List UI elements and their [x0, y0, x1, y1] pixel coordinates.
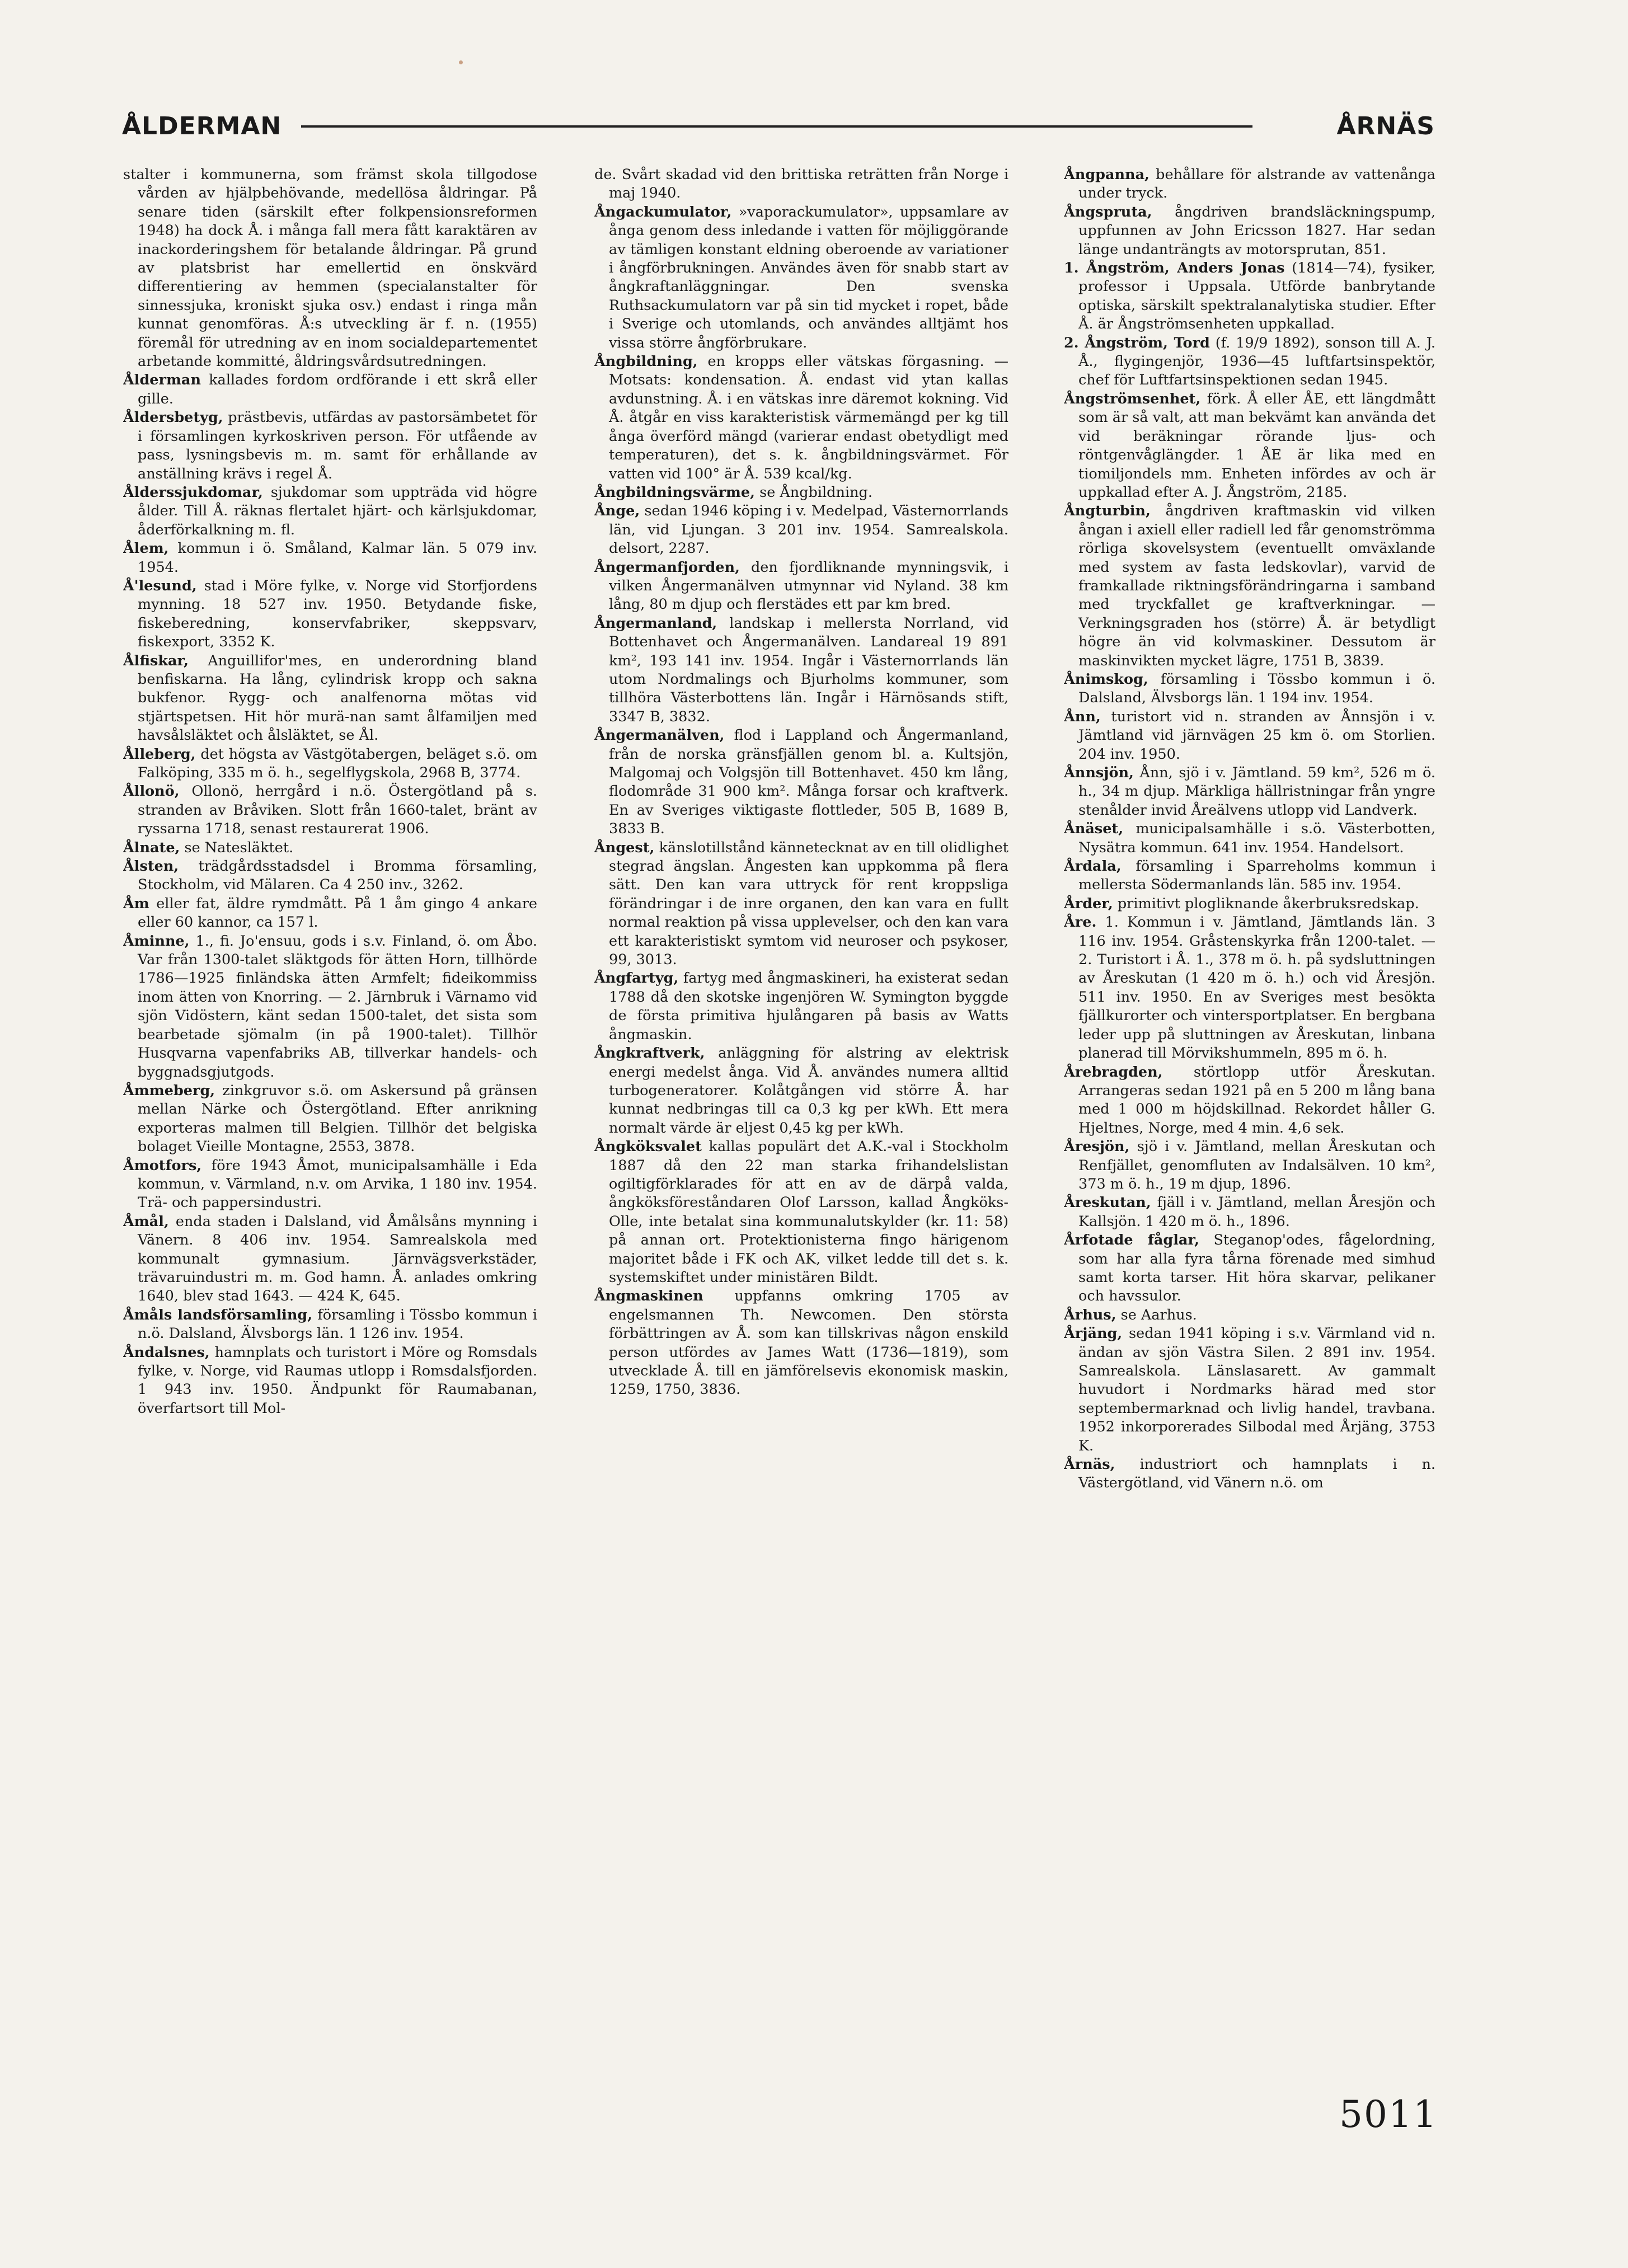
- dictionary-entry: [123, 1213, 537, 1306]
- entry-text: ångdriven brandsläckningspump, uppfunnen av John Ericsson 1827. Har sedan länge undanträngts av motorsprutan, 851.: [1078, 203, 1435, 258]
- dictionary-entry: [123, 745, 537, 783]
- column-3: [1064, 166, 1435, 2029]
- entry-headword: Ållonö,: [123, 783, 180, 800]
- entry-text: kallas populärt det A.K.-val i Stockholm 1887 då den 22 man starka frihandelslistan ogiltigförklarades för att en av de därpå valda, ångköksföreståndaren Olof Larsson, kallad Ångköks-Olle, inte betalat sina kommunalutskylder (kr. 11: 58) på annan ort. Protektionisterna fingo härigenom majoritet både i FK och AK, vilket ledde till det s. k. systemskiftet under ministären Bildt.: [609, 1138, 1008, 1286]
- entry-text: sjö i v. Jämtland, mellan Åreskutan och Renfjället, genomfluten av Indalsälven. 10 km², 373 m ö. h., 19 m djup, 1896.: [1078, 1138, 1435, 1192]
- entry-text: församling i Tössbo kommun i ö. Dalsland, Älvsborgs län. 1 194 inv. 1954.: [1078, 670, 1435, 707]
- entry-headword: Åm: [123, 895, 149, 912]
- dictionary-entry: [123, 408, 537, 483]
- entry-headword: Ångermanälven,: [594, 727, 725, 744]
- entry-headword: Årdala,: [1064, 858, 1122, 875]
- dictionary-entry: [123, 857, 537, 895]
- entry-headword: Ånäset,: [1064, 820, 1124, 838]
- entry-text: trädgårdsstadsdel i Bromma församling, Stockholm, vid Mälaren. Ca 4 250 inv., 3262.: [138, 858, 537, 894]
- entry-headword: Ånn,: [1064, 708, 1101, 725]
- entry-text: anläggning för alstring av elektrisk energi medelst ånga. Vid Å. användes numera alltid turbogeneratorer. Kolåtgången vid större Å. har kunnat nedbringas till ca 0,3 kg per kWh. Ett mera normalt värde är eljest 0,45 kg per kWh.: [609, 1045, 1008, 1137]
- print-dot: [459, 60, 463, 64]
- entry-text: turistort vid n. stranden av Ånnsjön i v. Jämtland vid järnvägen 25 km ö. om Storlien. 204 inv. 1950.: [1078, 708, 1435, 763]
- entry-headword: Å'lesund,: [123, 577, 197, 594]
- entry-text: sedan 1946 köping i v. Medelpad, Västernorrlands län, vid Ljungan. 3 201 inv. 1954. Samrealskola. delsort, 2287.: [609, 503, 1008, 557]
- dictionary-entry: [594, 502, 1008, 558]
- dictionary-entry: [123, 1082, 537, 1157]
- dictionary-entry: [123, 1306, 537, 1344]
- entry-text: enda staden i Dalsland, vid Åmålsåns mynning i Vänern. 8 406 inv. 1954. Samrealskola med kommunalt gymnasium. Järnvägsverkstäder, trävaruindustri m. m. God hamn. Å. anlades omkring 1640, blev stad 1643. — 424 K, 645.: [138, 1213, 537, 1305]
- dictionary-entry: [1064, 1063, 1435, 1138]
- dictionary-entry: [123, 539, 537, 577]
- dictionary-entry: [594, 1138, 1008, 1287]
- entry-headword: Ångströmsenhet,: [1064, 390, 1201, 407]
- entry-text: ångdriven kraftmaskin vid vilken ångan i axiell eller radiell led får genomströmma rörliga skovelsystem (eventuellt omväxlande med system av fasta ledskovlar), varvid de framkallade riktningsförändringarna i samband med tryckfallet ge kraftverkningar. — Verkningsgraden hos (större) Å. är betydligt högre än vid kolvmaskiner. Dessutom är maskinvikten mycket lägre, 1751 B, 3839.: [1078, 503, 1435, 669]
- entry-headword: Ålnate,: [123, 839, 180, 856]
- entry-headword: Ångermanfjorden,: [594, 558, 740, 576]
- entry-text: Ollonö, herrgård i n.ö. Östergötland på s. stranden av Bråviken. Slott från 1660-talet, bränt av ryssarna 1718, senast restaurerat 1906.: [138, 783, 537, 838]
- dictionary-entry: [594, 1044, 1008, 1138]
- entry-headword: 1. Ångström, Anders Jonas: [1064, 260, 1285, 277]
- entry-text: landskap i mellersta Norrland, vid Bottenhavet och Ångermanälven. Landareal 19 891 km², 193 141 inv. 1954. Ingår i Västernorrlands län utom Nordmalings och Bjurholms kommuner, som tillhöra Västerbottens län. Ingår i Härnösands stift, 3347 B, 3832.: [609, 614, 1008, 725]
- dictionary-entry: [594, 483, 1008, 502]
- dictionary-entry: [123, 371, 537, 408]
- entry-text: (f. 19/9 1892), sonson till A. J. Å., flygingenjör, 1936—45 luftfartsinspektör, chef för Luftfartsinspektionen sedan 1945.: [1078, 334, 1435, 389]
- entry-headword: Ångbildningsvärme,: [594, 483, 755, 501]
- entry-headword: Ålderman: [123, 372, 201, 389]
- dictionary-entry: [1064, 390, 1435, 502]
- entry-text: hamnplats och turistort i Möre og Romsdals fylke, v. Norge, vid Raumas utlopp i Romsdalsfjorden. 1 943 inv. 1950. Ändpunkt för Raumabanan, överfartsort till Mol-: [138, 1344, 537, 1417]
- entry-headword: Åre.: [1064, 914, 1097, 931]
- entry-headword: Ålderssjukdomar,: [123, 483, 263, 501]
- entry-text: förk. Å eller ÅE, ett längdmått som är så valt, att man bekvämt kan använda det vid beräkningar rörande ljus- och röntgenvåglängder. 1 ÅE är lika med en tiomiljondels mm. Enheten infördes av och är uppkallad efter A. J. Ångström, 2185.: [1078, 390, 1435, 501]
- dictionary-entry: [1064, 764, 1435, 820]
- entry-text: de. Svårt skadad vid den brittiska reträtten från Norge i maj 1940.: [594, 166, 1008, 202]
- entry-headword: Årjäng,: [1064, 1325, 1123, 1342]
- entry-headword: Årebragden,: [1064, 1063, 1163, 1081]
- dictionary-entry: [123, 166, 537, 371]
- entry-headword: Ålleberg,: [123, 745, 196, 763]
- entry-text: före 1943 Åmot, municipalsamhälle i Eda kommun, v. Värmland, n.v. om Arvika, 1 180 inv. 1954. Trä- och pappersindustri.: [138, 1157, 537, 1212]
- entry-text: behållare för alstrande av vattenånga under tryck.: [1078, 166, 1435, 202]
- entry-text: kommun i ö. Småland, Kalmar län. 5 079 inv. 1954.: [138, 540, 537, 576]
- entry-text: känslotillstånd kännetecknat av en till olidlighet stegrad ängslan. Ångesten kan uppkomma på flera sätt. Den kan vara uttryck för rent kroppsliga förändringar i de inre organen, den kan vara en fullt normal reaktion på vissa upplevelser, och den kan vara ett karakteristiskt symtom vid neuroser och psykoser, 99, 3013.: [609, 839, 1008, 969]
- entry-headword: Ångfartyg,: [594, 970, 679, 987]
- entry-headword: Ångbildning,: [594, 353, 698, 370]
- dictionary-entry: [1064, 1231, 1435, 1306]
- dictionary-entry: [594, 166, 1008, 203]
- entry-headword: Ålfiskar,: [123, 652, 189, 669]
- dictionary-entry: [123, 1344, 537, 1419]
- entry-text: den fjordliknande mynningsvik, i vilken Ångermanälven utmynnar vid Nyland. 38 km lång, 80 m djup och flerstädes ett par km bred.: [609, 558, 1008, 613]
- dictionary-entry: [594, 839, 1008, 970]
- column-2: [594, 166, 1008, 2029]
- entry-headword: Ångköksvalet: [594, 1138, 702, 1156]
- header-first-word: ÅLDERMAN: [122, 112, 282, 140]
- entry-headword: 2. Ångström, Tord: [1064, 334, 1210, 351]
- entry-text: se Aarhus.: [1116, 1306, 1197, 1323]
- entry-text: prästbevis, utfärdas av pastorsämbetet för i församlingen kyrkoskriven person. För utfående av pass, lysningsbevis m. m. samt för erhållande av anställning krävs i regel Å.: [138, 409, 537, 482]
- entry-text: flod i Lappland och Ångermanland, från de norska gränsfjällen genom bl. a. Kultsjön, Malgomaj och Volgsjön till Bottenhavet. 450 km lång, flodområde 31 900 km². Många forsar och kraftverk. En av Sveriges viktigaste flottleder, 505 B, 1689 B, 3833 B.: [609, 727, 1008, 838]
- entry-headword: Ånnsjön,: [1064, 764, 1134, 781]
- entry-headword: Ångturbin,: [1064, 503, 1151, 520]
- dictionary-entry: [1064, 166, 1435, 203]
- column-1: [123, 166, 537, 2029]
- header-last-word: ÅRNÄS: [1336, 112, 1435, 140]
- dictionary-entry: [1064, 203, 1435, 259]
- dictionary-entry: [1064, 1306, 1435, 1325]
- dictionary-entry: [123, 782, 537, 838]
- dictionary-entry: [594, 353, 1008, 483]
- dictionary-entry: [1064, 820, 1435, 857]
- dictionary-entry: [1064, 1194, 1435, 1231]
- entry-text: sjukdomar som uppträda vid högre ålder. Till Å. räknas flertalet hjärt- och kärlsjukdomar, åderförkalkning m. fl.: [138, 483, 537, 538]
- entry-headword: Ångermanland,: [594, 614, 717, 632]
- dictionary-entry: [1064, 334, 1435, 390]
- entry-text: 1. Kommun i v. Jämtland, Jämtlands län. 3 116 inv. 1954. Gråstenskyrka från 1200-talet. — 2. Turistort i Å. 1., 378 m ö. h. på sydsluttningen av Åreskutan (1 420 m ö. h.) och vid Åresjön. 511 inv. 1950. En av Sveriges mest besökta fjällkurorter och vintersportplatser. En bergbana leder upp på sluttningen av Åreskutan, linbana planerad till Mörvikshummeln, 895 m ö. h.: [1078, 914, 1435, 1062]
- dictionary-entry: [123, 577, 537, 652]
- entry-headword: Årnäs,: [1064, 1456, 1115, 1473]
- running-header: [122, 110, 1435, 143]
- entry-text: primitivt plogliknande åkerbruksredskap.: [1113, 895, 1419, 912]
- entry-headword: Åldersbetyg,: [123, 409, 223, 426]
- entry-headword: Åminne,: [123, 932, 190, 950]
- entry-text: (1814—74), fysiker, professor i Uppsala. Utförde banbrytande optiska, särskilt spektralanalytiska studier. Efter Å. är Ångströmsenheten uppkallad.: [1078, 260, 1435, 333]
- entry-headword: Ålsten,: [123, 858, 179, 875]
- entry-headword: Åreskutan,: [1064, 1194, 1151, 1212]
- dictionary-entry: [1064, 1455, 1435, 1493]
- entry-text: municipalsamhälle i s.ö. Västerbotten, Nysätra kommun. 641 inv. 1954. Handelsort.: [1078, 820, 1435, 856]
- entry-text: stad i Möre fylke, v. Norge vid Storfjordens mynning. 18 527 inv. 1950. Betydande fiske, fiskeberedning, konservfabriker, skeppsvarv, fiskexport, 3352 K.: [138, 577, 537, 651]
- entry-headword: Ångspruta,: [1064, 203, 1152, 220]
- entry-headword: Ålem,: [123, 540, 169, 557]
- entry-headword: Århus,: [1064, 1306, 1116, 1323]
- entry-text: fartyg med ångmaskineri, ha existerat sedan 1788 då den skotske ingenjören W. Symington byggde de första primitiva hjulångaren på basis av Watts ångmaskin.: [609, 970, 1008, 1043]
- entry-text: eller fat, äldre rymdmått. På 1 åm gingo 4 ankare eller 60 kannor, ca 157 l.: [138, 895, 537, 931]
- entry-text: församling i Sparreholms kommun i mellersta Södermanlands län. 585 inv. 1954.: [1078, 858, 1435, 894]
- dictionary-entry: [1064, 708, 1435, 764]
- entry-headword: Ångmaskinen: [594, 1288, 703, 1305]
- dictionary-entry: [1064, 670, 1435, 708]
- entry-headword: Ångest,: [594, 839, 655, 856]
- entry-text: kallades fordom ordförande i ett skrå eller gille.: [138, 372, 537, 407]
- entry-text: församling i Tössbo kommun i n.ö. Dalsland, Älvsborgs län. 1 126 inv. 1954.: [138, 1306, 537, 1342]
- dictionary-entry: [594, 558, 1008, 614]
- dictionary-entry: [1064, 259, 1435, 334]
- entry-text: stalter i kommunerna, som främst skola tillgodose vården av hjälpbehövande, medellösa åldringar. På senare tiden (särskilt efter folkpensionsreformen 1948) ha dock Å. i många fall mera fått karaktären av inackorderingshem för betalande åldringar. På grund av platsbrist har emellertid en önskvärd differentiering av hemmen (specialanstalter för sinnessjuka, kroniskt sjuka osv.) endast i ringa mån kunnat genomföras. Å:s utveckling är f. n. (1955) föremål för utredning av en inom socialdepartementet arbetande kommitté, åldringsvårdsutredningen.: [123, 166, 537, 370]
- dictionary-entry: [123, 1157, 537, 1213]
- dictionary-entry: [1064, 1325, 1435, 1455]
- entry-text: »vaporackumulator», uppsamlare av ånga genom dess inledande i vatten för möjliggörande av tämligen konstant eldning oberoende av variationer i ångförbrukningen. Användes även för snabb start av ångkraftanläggningar. Den svenska Ruthsackumulatorn var på sin tid mycket i ropet, både i Sverige och utomlands, och användes alltjämt hos vissa större ångförbrukare.: [609, 203, 1008, 351]
- dictionary-entry: [1064, 913, 1435, 1063]
- dictionary-entry: [1064, 1138, 1435, 1194]
- entry-text: en kropps eller vätskas förgasning. — Motsats: kondensation. Å. endast vid ytan kallas avdunstning. Å. i en vätskas inre däremot kokning. Vid Å. åtgår en viss karakteristisk värmemängd per kg till ånga överförd mängd (varierar endast obetydligt med temperaturen), det s. k. ångbildningsvärmet. För vatten vid 100° är Å. 539 kcal/kg.: [609, 353, 1008, 482]
- entry-text: se Natesläktet.: [180, 839, 294, 856]
- dictionary-entry: [123, 483, 537, 539]
- entry-headword: Ånimskog,: [1064, 670, 1148, 688]
- entry-text: industriort och hamnplats i n. Västergötland, vid Vänern n.ö. om: [1078, 1456, 1435, 1492]
- entry-headword: Ångackumulator,: [594, 203, 732, 220]
- entry-text: Ånn, sjö i v. Jämtland. 59 km², 526 m ö. h., 34 m djup. Märkliga hällristningar från yngre stenålder invid Åreälvens utlopp vid Landverk.: [1078, 764, 1435, 819]
- dictionary-entry: [594, 1287, 1008, 1399]
- dictionary-entry: [594, 969, 1008, 1044]
- dictionary-entry: [1064, 895, 1435, 913]
- entry-text: Anguillifor'mes, en underordning bland benfiskarna. Ha lång, cylindrisk kropp och sakna bukfenor. Rygg- och analfenorna mötas vid stjärtspetsen. Hit hör murä-nan samt ålfamiljen med havsålsläktet och ålsläktet, se Ål.: [138, 652, 537, 744]
- entry-headword: Åresjön,: [1064, 1138, 1130, 1156]
- dictionary-entry: [123, 932, 537, 1082]
- entry-text: Steganop'odes, fågelordning, som har alla fyra tårna förenade med simhud samt korta tarser. Hit höra skarvar, pelikaner och havssulor.: [1078, 1232, 1435, 1305]
- entry-headword: Åmål,: [123, 1213, 169, 1230]
- entry-text: störtlopp utför Åreskutan. Arrangeras sedan 1921 på en 5 200 m lång bana med 1 000 m höjdskillnad. Rekordet håller G. Hjeltnes, Norge, med 4 min. 4,6 sek.: [1078, 1063, 1435, 1137]
- entry-text: se Ångbildning.: [755, 483, 872, 501]
- page-number: 5011: [1339, 2093, 1438, 2136]
- dictionary-entry: [594, 726, 1008, 838]
- entry-text: fjäll i v. Jämtland, mellan Åresjön och Kallsjön. 1 420 m ö. h., 1896.: [1078, 1194, 1435, 1230]
- dictionary-entry: [123, 895, 537, 932]
- header-rule: [301, 125, 1252, 128]
- dictionary-entry: [594, 203, 1008, 353]
- entry-headword: Ångkraftverk,: [594, 1045, 705, 1062]
- entry-text: zinkgruvor s.ö. om Askersund på gränsen mellan Närke och Östergötland. Efter anrikning exporteras malmen till Belgien. Tillhör det belgiska bolaget Vieille Montagne, 2553, 3878.: [138, 1082, 537, 1156]
- entry-headword: Årfotade fåglar,: [1064, 1232, 1199, 1249]
- entry-headword: Åmmeberg,: [123, 1082, 215, 1099]
- dictionary-entry: [123, 652, 537, 745]
- entry-headword: Årder,: [1064, 895, 1113, 912]
- entry-headword: Åndalsnes,: [123, 1344, 210, 1361]
- dictionary-entry: [1064, 502, 1435, 670]
- dictionary-entry: [1064, 857, 1435, 895]
- dictionary-entry: [594, 614, 1008, 726]
- entry-headword: Åmotfors,: [123, 1157, 202, 1174]
- entry-headword: Ångpanna,: [1064, 166, 1150, 183]
- entry-text: sedan 1941 köping i s.v. Värmland vid n. ändan av sjön Västra Silen. 2 891 inv. 1954. Samrealskola. Länslasarett. Av gammalt huvudort i Nordmarks härad med stor septembermarknad och livlig handel, travbana. 1952 inkorporerades Silbodal med Årjäng, 3753 K.: [1078, 1325, 1435, 1454]
- entry-text: det högsta av Västgötabergen, beläget s.ö. om Falköping, 335 m ö. h., segelflygskola, 2968 B, 3774.: [138, 745, 537, 781]
- entry-headword: Ånge,: [594, 503, 640, 520]
- entry-text: 1., fi. Jo'ensuu, gods i s.v. Finland, ö. om Åbo. Var från 1300-talet släktgods för ätten Horn, tillhörde 1786—1925 finländska ätten Armfelt; fideikommiss inom ätten von Knorring. — 2. Järnbruk i Värnamo vid sjön Vidöstern, känt sedan 1500-talet, det sista som bearbetade sjömalm (in på 1900-talet). Tillhör Husqvarna vapenfabriks AB, tillverkar handels- och byggnadsgjutgods.: [138, 932, 537, 1081]
- dictionary-entry: [123, 839, 537, 857]
- entry-headword: Åmåls landsförsamling,: [123, 1306, 313, 1323]
- entry-text: uppfanns omkring 1705 av engelsmannen Th. Newcomen. Den största förbättringen av Å. som kan tillskrivas någon enskild person utfördes av James Watt (1736—1819), som utvecklade Å. till en jämförelsevis ekonomisk maskin, 1259, 1750, 3836.: [609, 1288, 1008, 1398]
